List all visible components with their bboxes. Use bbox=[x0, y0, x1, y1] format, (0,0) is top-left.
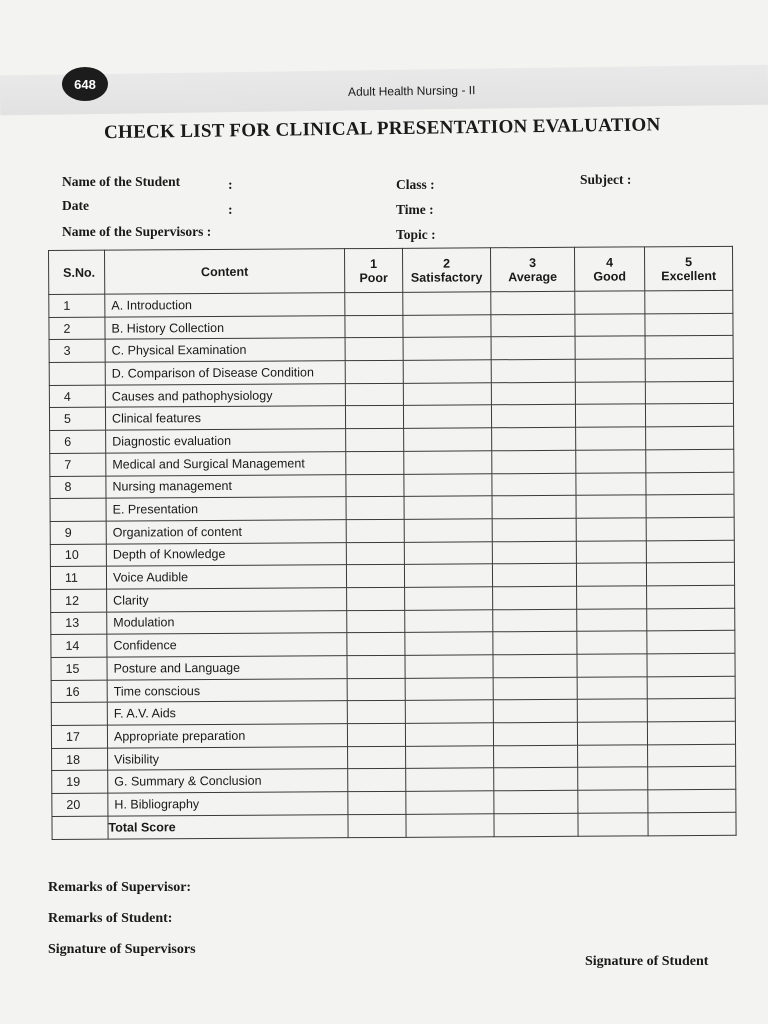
remarks-supervisor-label: Remarks of Supervisor: bbox=[48, 880, 192, 895]
row-sno: 9 bbox=[50, 521, 106, 544]
date-colon: : bbox=[228, 203, 233, 218]
score-cell-satisfactory[interactable] bbox=[404, 496, 492, 519]
score-cell-good[interactable] bbox=[576, 450, 646, 473]
score-cell-good[interactable] bbox=[576, 495, 646, 518]
score-cell-excellent[interactable] bbox=[646, 449, 734, 472]
row-content: Time conscious bbox=[107, 678, 347, 702]
row-content: C. Physical Examination bbox=[105, 338, 345, 362]
row-sno: 13 bbox=[51, 612, 107, 635]
score-cell-good[interactable] bbox=[576, 540, 646, 563]
score-cell-satisfactory[interactable] bbox=[406, 791, 494, 814]
score-cell-satisfactory[interactable] bbox=[403, 337, 491, 360]
score-cell-satisfactory[interactable] bbox=[404, 541, 492, 564]
score-cell-good[interactable] bbox=[578, 790, 648, 813]
score-cell-satisfactory[interactable] bbox=[403, 314, 491, 337]
row-content: Visibility bbox=[108, 746, 348, 770]
score-cell-poor[interactable] bbox=[348, 769, 406, 792]
score-cell-good[interactable] bbox=[577, 608, 647, 631]
score-cell-average[interactable] bbox=[494, 768, 578, 791]
score-cell-good[interactable] bbox=[577, 677, 647, 700]
score-cell-excellent[interactable] bbox=[646, 517, 734, 540]
score-cell-average[interactable] bbox=[492, 450, 576, 473]
student-name-label: Name of the Student bbox=[62, 174, 181, 189]
score-cell-excellent[interactable] bbox=[646, 472, 734, 495]
score-cell-average[interactable] bbox=[493, 609, 577, 632]
row-content: Voice Audible bbox=[106, 565, 346, 589]
row-content: Medical and Surgical Management bbox=[106, 451, 346, 475]
score-cell-excellent[interactable] bbox=[647, 608, 735, 631]
score-cell-good[interactable] bbox=[576, 563, 646, 586]
score-cell-satisfactory[interactable] bbox=[405, 700, 493, 723]
row-content: B. History Collection bbox=[105, 315, 345, 339]
row-sno: 18 bbox=[52, 748, 108, 771]
signature-supervisors-label: Signature of Supervisors bbox=[48, 942, 196, 957]
score-cell-satisfactory[interactable] bbox=[406, 746, 494, 769]
header-excellent bbox=[644, 246, 732, 291]
row-content: F. A.V. Aids bbox=[107, 701, 347, 725]
score-cell-good[interactable] bbox=[576, 472, 646, 495]
row-content: Clarity bbox=[107, 588, 347, 612]
score-cell-satisfactory[interactable] bbox=[404, 564, 492, 587]
score-cell-excellent[interactable] bbox=[647, 699, 735, 722]
score-cell-poor[interactable] bbox=[348, 791, 406, 814]
score-cell-excellent[interactable] bbox=[646, 426, 734, 449]
score-cell-poor[interactable] bbox=[345, 315, 403, 338]
score-cell-average[interactable] bbox=[491, 382, 575, 405]
header-average bbox=[490, 247, 574, 292]
score-cell-poor[interactable] bbox=[345, 360, 403, 383]
remarks-student-label: Remarks of Student: bbox=[48, 911, 173, 926]
total-score-row bbox=[52, 812, 736, 839]
row-sno: 7 bbox=[50, 453, 106, 476]
score-cell-average[interactable] bbox=[492, 495, 576, 518]
student-name-colon: : bbox=[228, 178, 233, 193]
row-sno: 6 bbox=[50, 430, 106, 453]
score-cell-good[interactable] bbox=[577, 654, 647, 677]
header-sno: S.No. bbox=[49, 250, 105, 294]
score-cell-excellent[interactable] bbox=[648, 767, 736, 790]
score-cell-poor[interactable] bbox=[347, 701, 405, 724]
score-cell-good[interactable] bbox=[576, 518, 646, 541]
score-cell-satisfactory[interactable] bbox=[405, 587, 493, 610]
score-cell-excellent[interactable] bbox=[647, 653, 735, 676]
score-cell-satisfactory[interactable] bbox=[405, 655, 493, 678]
header-satisfactory-label: Satisfactory bbox=[410, 269, 483, 285]
score-cell-excellent[interactable] bbox=[647, 721, 735, 744]
score-cell-satisfactory[interactable] bbox=[404, 428, 492, 451]
header-good bbox=[574, 247, 644, 291]
score-cell-poor[interactable] bbox=[347, 587, 405, 610]
row-content: Causes and pathophysiology bbox=[105, 383, 345, 407]
score-cell-good[interactable] bbox=[576, 427, 646, 450]
total-score-label: Total Score bbox=[108, 814, 348, 838]
subject-label: Subject : bbox=[580, 172, 632, 187]
score-cell-good[interactable] bbox=[577, 722, 647, 745]
page-number-badge: 648 bbox=[62, 67, 108, 101]
row-content: Diagnostic evaluation bbox=[106, 429, 346, 453]
row-content: Appropriate preparation bbox=[107, 724, 347, 748]
row-sno: 11 bbox=[50, 566, 106, 589]
score-cell-average[interactable] bbox=[491, 314, 575, 337]
row-content: Nursing management bbox=[106, 474, 346, 498]
row-sno: 16 bbox=[51, 680, 107, 703]
total-good-cell bbox=[578, 813, 648, 836]
header-excellent-label: Excellent bbox=[661, 268, 717, 283]
row-content: Modulation bbox=[107, 610, 347, 634]
row-sno: 20 bbox=[52, 793, 108, 816]
score-cell-excellent[interactable] bbox=[645, 313, 733, 336]
row-sno: 14 bbox=[51, 634, 107, 657]
score-cell-good[interactable] bbox=[575, 336, 645, 359]
score-cell-average[interactable] bbox=[493, 586, 577, 609]
score-cell-average[interactable] bbox=[494, 790, 578, 813]
signature-student-label: Signature of Student bbox=[585, 954, 709, 969]
score-cell-excellent[interactable] bbox=[647, 631, 735, 654]
score-cell-poor[interactable] bbox=[345, 292, 403, 315]
score-cell-good[interactable] bbox=[575, 404, 645, 427]
total-sno-cell bbox=[52, 816, 108, 839]
row-sno: 3 bbox=[49, 340, 105, 363]
score-cell-satisfactory[interactable] bbox=[405, 609, 493, 632]
score-cell-excellent[interactable] bbox=[645, 358, 733, 381]
row-content: Clinical features bbox=[105, 406, 345, 430]
score-cell-good[interactable] bbox=[577, 699, 647, 722]
row-content: A. Introduction bbox=[105, 293, 345, 317]
row-content: Posture and Language bbox=[107, 656, 347, 680]
header-average-number: 3 bbox=[529, 255, 537, 270]
score-cell-average[interactable] bbox=[493, 722, 577, 745]
total-poor-cell bbox=[348, 814, 406, 837]
score-cell-excellent[interactable] bbox=[648, 789, 736, 812]
row-sno: 1 bbox=[49, 294, 105, 317]
score-cell-satisfactory[interactable] bbox=[404, 519, 492, 542]
score-cell-excellent[interactable] bbox=[645, 336, 733, 359]
score-cell-poor[interactable] bbox=[346, 565, 404, 588]
row-sno bbox=[49, 362, 105, 385]
score-cell-satisfactory[interactable] bbox=[404, 451, 492, 474]
score-cell-excellent[interactable] bbox=[645, 381, 733, 404]
score-cell-good[interactable] bbox=[575, 359, 645, 382]
row-content: G. Summary & Conclusion bbox=[108, 769, 348, 793]
row-sno: 19 bbox=[52, 771, 108, 794]
score-cell-average[interactable] bbox=[491, 291, 575, 314]
score-cell-average[interactable] bbox=[492, 541, 576, 564]
score-cell-average[interactable] bbox=[493, 654, 577, 677]
header-good-label: Good bbox=[593, 268, 627, 284]
row-sno: 4 bbox=[49, 385, 105, 408]
running-head: Adult Health Nursing - II bbox=[347, 83, 476, 99]
score-cell-poor[interactable] bbox=[348, 746, 406, 769]
score-cell-excellent[interactable] bbox=[646, 495, 734, 518]
total-satisfactory-cell bbox=[406, 814, 494, 837]
score-cell-average[interactable] bbox=[494, 745, 578, 768]
class-label: Class : bbox=[396, 177, 435, 192]
score-cell-satisfactory[interactable] bbox=[406, 768, 494, 791]
score-cell-poor[interactable] bbox=[346, 497, 404, 520]
row-sno: 5 bbox=[49, 408, 105, 431]
score-cell-poor[interactable] bbox=[346, 428, 404, 451]
row-sno: 17 bbox=[51, 725, 107, 748]
score-cell-satisfactory[interactable] bbox=[403, 360, 491, 383]
score-cell-excellent[interactable] bbox=[646, 540, 734, 563]
row-content: D. Comparison of Disease Condition bbox=[105, 361, 345, 385]
score-cell-average[interactable] bbox=[492, 564, 576, 587]
row-content: H. Bibliography bbox=[108, 792, 348, 816]
score-cell-poor[interactable] bbox=[346, 451, 404, 474]
row-sno bbox=[50, 498, 106, 521]
row-sno: 15 bbox=[51, 657, 107, 680]
row-sno: 10 bbox=[50, 544, 106, 567]
score-cell-poor[interactable] bbox=[347, 633, 405, 656]
row-sno: 12 bbox=[51, 589, 107, 612]
score-cell-average[interactable] bbox=[491, 337, 575, 360]
score-cell-good[interactable] bbox=[575, 382, 645, 405]
header-poor-number: 1 bbox=[370, 256, 378, 271]
score-cell-poor[interactable] bbox=[347, 723, 405, 746]
score-cell-poor[interactable] bbox=[347, 678, 405, 701]
score-cell-poor[interactable] bbox=[346, 474, 404, 497]
score-cell-poor[interactable] bbox=[345, 383, 403, 406]
header-excellent-number: 5 bbox=[685, 254, 693, 269]
score-cell-poor[interactable] bbox=[347, 610, 405, 633]
row-sno: 8 bbox=[50, 476, 106, 499]
header-satisfactory-number: 2 bbox=[443, 256, 451, 271]
score-cell-satisfactory[interactable] bbox=[405, 723, 493, 746]
total-average-cell bbox=[494, 813, 578, 836]
row-content: Confidence bbox=[107, 633, 347, 657]
score-cell-excellent[interactable] bbox=[648, 744, 736, 767]
score-cell-good[interactable] bbox=[578, 745, 648, 768]
score-cell-average[interactable] bbox=[492, 473, 576, 496]
score-cell-satisfactory[interactable] bbox=[405, 677, 493, 700]
table-body bbox=[49, 290, 736, 816]
score-cell-excellent[interactable] bbox=[645, 290, 733, 313]
score-cell-poor[interactable] bbox=[345, 338, 403, 361]
score-cell-satisfactory[interactable] bbox=[404, 473, 492, 496]
score-cell-average[interactable] bbox=[491, 359, 575, 382]
score-cell-poor[interactable] bbox=[345, 406, 403, 429]
score-cell-average[interactable] bbox=[493, 632, 577, 655]
score-cell-poor[interactable] bbox=[346, 542, 404, 565]
score-cell-average[interactable] bbox=[493, 677, 577, 700]
score-cell-satisfactory[interactable] bbox=[403, 405, 491, 428]
score-cell-satisfactory[interactable] bbox=[403, 383, 491, 406]
score-cell-good[interactable] bbox=[577, 586, 647, 609]
evaluation-table bbox=[48, 246, 737, 840]
header-poor-label: Poor bbox=[359, 270, 388, 285]
score-cell-satisfactory[interactable] bbox=[403, 292, 491, 315]
score-cell-average[interactable] bbox=[491, 405, 575, 428]
score-cell-excellent[interactable] bbox=[647, 676, 735, 699]
score-cell-good[interactable] bbox=[577, 631, 647, 654]
row-content: Organization of content bbox=[106, 520, 346, 544]
score-cell-excellent[interactable] bbox=[646, 563, 734, 586]
score-cell-excellent[interactable] bbox=[645, 404, 733, 427]
row-sno bbox=[51, 703, 107, 726]
header-poor bbox=[344, 248, 402, 292]
score-cell-poor[interactable] bbox=[347, 655, 405, 678]
score-cell-excellent[interactable] bbox=[647, 585, 735, 608]
header-content: Content bbox=[105, 249, 345, 294]
score-cell-good[interactable] bbox=[575, 291, 645, 314]
row-sno: 2 bbox=[49, 317, 105, 340]
header-average-label: Average bbox=[508, 269, 558, 284]
total-excellent-cell bbox=[648, 812, 736, 835]
header-good-number: 4 bbox=[606, 255, 614, 270]
score-cell-good[interactable] bbox=[575, 314, 645, 337]
table-header-row bbox=[49, 246, 733, 294]
supervisors-label: Name of the Supervisors : bbox=[62, 224, 212, 239]
topic-label: Topic : bbox=[396, 227, 436, 242]
score-cell-poor[interactable] bbox=[346, 519, 404, 542]
score-cell-average[interactable] bbox=[492, 427, 576, 450]
score-cell-average[interactable] bbox=[493, 700, 577, 723]
evaluation-table-wrap bbox=[48, 246, 736, 840]
row-content: Depth of Knowledge bbox=[106, 542, 346, 566]
score-cell-average[interactable] bbox=[492, 518, 576, 541]
header-satisfactory bbox=[402, 248, 490, 293]
row-content: E. Presentation bbox=[106, 497, 346, 521]
time-label: Time : bbox=[396, 202, 434, 217]
page-title: CHECK LIST FOR CLINICAL PRESENTATION EVALUATION bbox=[103, 114, 661, 144]
score-cell-good[interactable] bbox=[578, 767, 648, 790]
score-cell-satisfactory[interactable] bbox=[405, 632, 493, 655]
date-label: Date bbox=[62, 198, 89, 213]
